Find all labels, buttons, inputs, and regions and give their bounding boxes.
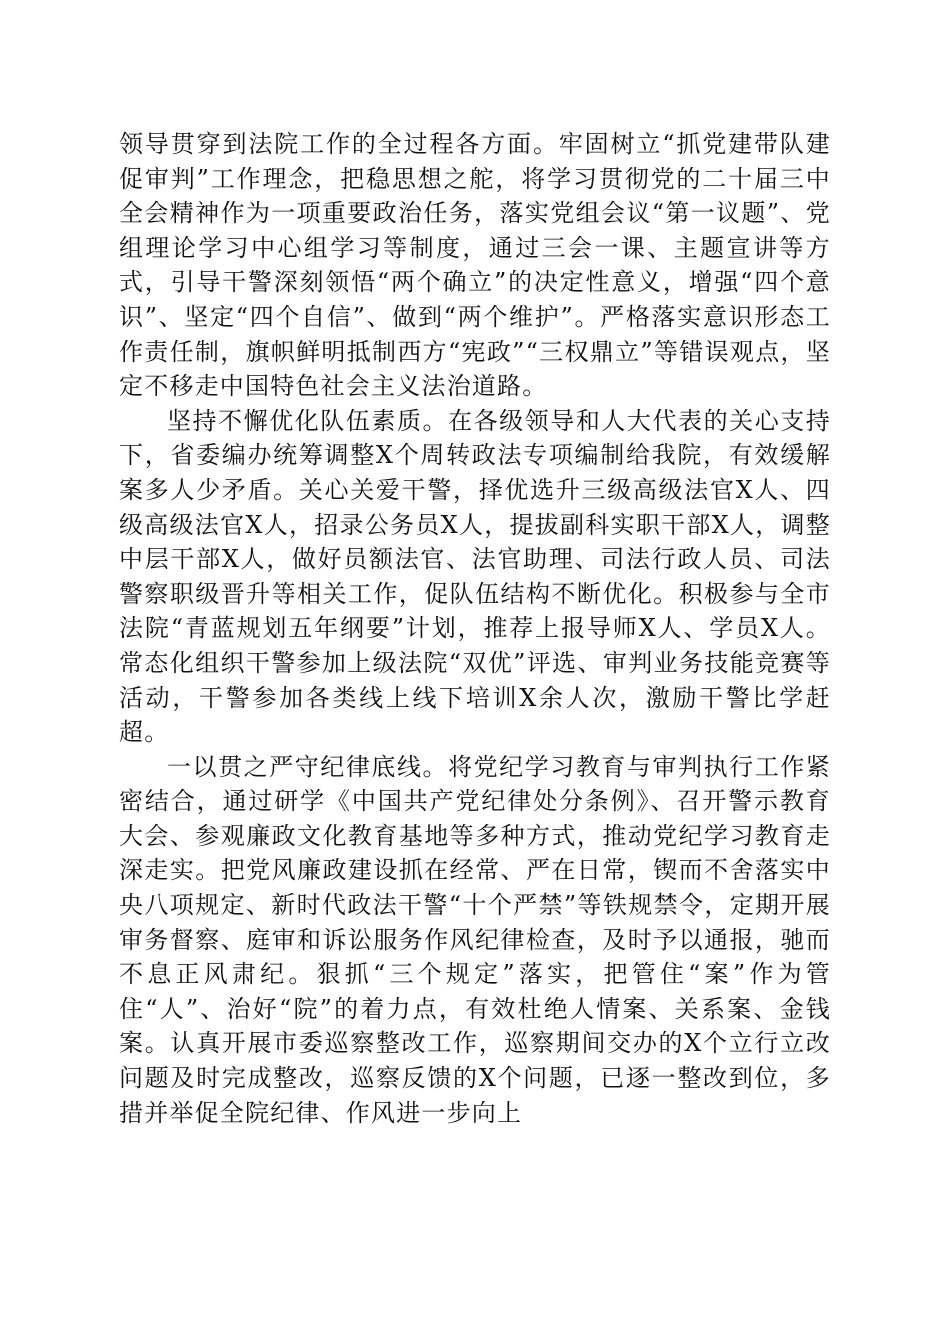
paragraph-discipline: 一以贯之严守纪律底线。将党纪学习教育与审判执行工作紧密结合，通过研学《中国共产党纪律处分条例》、召开警示教育大会、参观廉政文化教育基地等多种方式，推动党纪学习教育走深走实。把党风廉政建设抓在经常、严在日常，锲而不舍落实中央八项规定、新时代政法干警“十个严禁”等铁规禁令，定期开展审务督察、庭审和诉讼服务作风纪律检查，及时予以通报，驰而不息正风肃纪。狠抓“三个规定”落实，把管住“案”作为管住“人”、治好“院”的着力点，有效杜绝人情案、关系案、金钱案。认真开展市委巡察整改工作，巡察期间交办的X个立行立改问题及时完成整改，巡察反馈的X个问题，已逐一整改到位，多措并举促全院纪律、作风进一步向上 bbox=[119, 752, 831, 1127]
document-body bbox=[119, 127, 831, 1130]
paragraph-party-leadership: 领导贯穿到法院工作的全过程各方面。牢固树立“抓党建带队建促审判”工作理念，把稳思想之舵，将学习贯彻党的二十届三中全会精神作为一项重要政治任务，落实党组会议“第一议题”、党组理论学习中心组学习等制度，通过三会一课、主题宣讲等方式，引导干警深刻领悟“两个确立”的决定性意义，增强“四个意识”、坚定“四个自信”、做到“两个维护”。严格落实意识形态工作责任制，旗帜鲜明抵制西方“宪政”“三权鼎立”等错误观点，坚定不移走中国特色社会主义法治道路。 bbox=[119, 130, 831, 401]
paragraph-team-quality: 坚持不懈优化队伍素质。在各级领导和人大代表的关心支持下，省委编办统筹调整X个周转政法专项编制给我院，有效缓解案多人少矛盾。关心关爱干警，择优选升三级高级法官X人、四级高级法官X人，招录公务员X人，提拔副科实职干部X人，调整中层干部X人，做好员额法官、法官助理、司法行政人员、司法警察职级晋升等相关工作，促队伍结构不断优化。积极参与全市法院“青蓝规划五年纲要”计划，推荐上报导师X人、学员X人。常态化组织干警参加上级法院“双优”评选、审判业务技能竞赛等活动，干警参加各类线上线下培训X余人次，激励干警比学赶超。 bbox=[119, 406, 831, 747]
